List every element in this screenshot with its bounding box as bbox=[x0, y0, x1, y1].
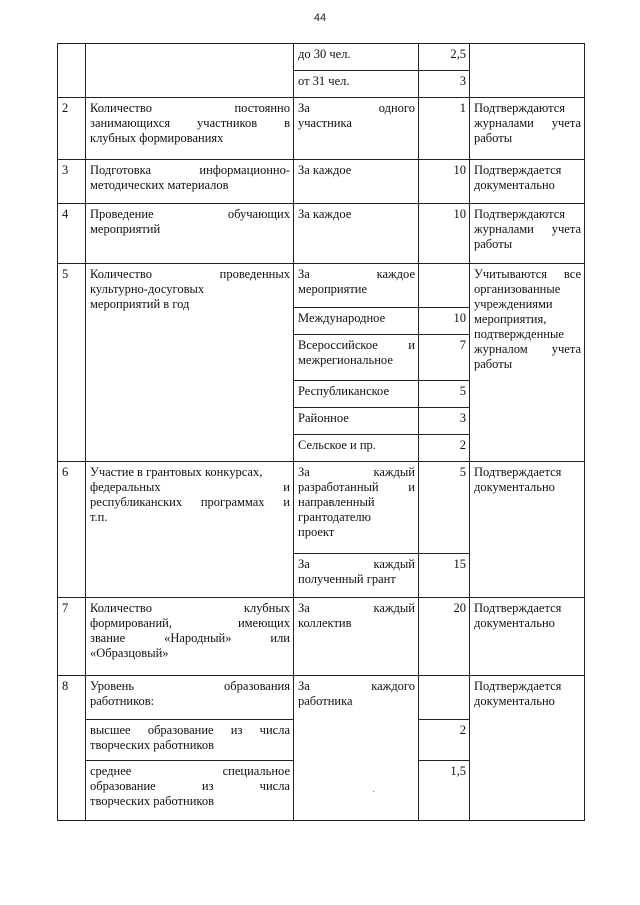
criterion-line: За каждое bbox=[298, 267, 415, 281]
indicator-line: т.п. bbox=[90, 510, 108, 524]
indicator-line: работников: bbox=[90, 694, 155, 708]
table-row bbox=[58, 204, 585, 264]
indicator-line: Участие в грантовых конкурсах, bbox=[90, 465, 263, 479]
indicator-line: федеральных и bbox=[90, 480, 290, 494]
indicator-line: высшее образование из числа bbox=[90, 723, 290, 737]
criterion-cell: Районное bbox=[294, 408, 419, 435]
points-cell: 3 bbox=[419, 71, 470, 98]
table-row bbox=[58, 160, 585, 204]
row-number-cell: 3 bbox=[58, 160, 86, 204]
indicator-cell bbox=[86, 44, 294, 98]
confirmation-cell bbox=[470, 676, 585, 821]
indicator-line: мероприятий bbox=[90, 222, 161, 236]
points-cell: 7 bbox=[419, 335, 470, 381]
confirmation-line: журналами учета bbox=[474, 222, 581, 236]
criterion-line: За каждого bbox=[298, 679, 415, 693]
confirmation-line: документально bbox=[474, 616, 555, 630]
indicator-line: Количество проведенных bbox=[90, 267, 290, 281]
confirmation-line: Подтверждается bbox=[474, 163, 562, 177]
confirmation-cell bbox=[470, 204, 585, 264]
confirmation-line: мероприятия, bbox=[474, 312, 547, 326]
criterion-line: За одного bbox=[298, 101, 415, 115]
indicator-cell bbox=[86, 720, 294, 761]
table-row bbox=[58, 462, 585, 554]
indicator-line: Количество клубных bbox=[90, 601, 290, 615]
row-number-cell: 2 bbox=[58, 98, 86, 160]
criterion-line: грантодателю bbox=[298, 510, 371, 524]
indicator-cell bbox=[86, 204, 294, 264]
confirmation-cell bbox=[470, 160, 585, 204]
table-row bbox=[58, 676, 585, 720]
indicator-cell bbox=[86, 98, 294, 160]
row-number-cell: 7 bbox=[58, 598, 86, 676]
criterion-cell: Сельское и пр. bbox=[294, 435, 419, 462]
points-cell: 10 bbox=[419, 204, 470, 264]
points-cell: 1 bbox=[419, 98, 470, 160]
row-number-cell bbox=[58, 44, 86, 98]
points-cell: 10 bbox=[419, 160, 470, 204]
points-cell bbox=[419, 676, 470, 720]
indicator-line: формирований, имеющих bbox=[90, 616, 290, 630]
criterion-cell: Республиканское bbox=[294, 381, 419, 408]
confirmation-line: Подтверждается bbox=[474, 679, 562, 693]
table-row bbox=[58, 44, 585, 71]
table-row bbox=[58, 264, 585, 308]
indicator-line: Уровень образования bbox=[90, 679, 290, 693]
criterion-cell bbox=[294, 264, 419, 308]
indicator-cell bbox=[86, 598, 294, 676]
criterion-line: За каждый bbox=[298, 601, 415, 615]
criterion-cell: За каждое bbox=[294, 204, 419, 264]
points-cell: 2 bbox=[419, 435, 470, 462]
criterion-line: За каждый bbox=[298, 465, 415, 479]
row-number-cell: 8 bbox=[58, 676, 86, 821]
criterion-cell bbox=[294, 98, 419, 160]
criterion-cell: от 31 чел. bbox=[294, 71, 419, 98]
confirmation-cell bbox=[470, 598, 585, 676]
criterion-cell bbox=[294, 598, 419, 676]
indicator-line: среднее специальное bbox=[90, 764, 290, 778]
points-cell: 2,5 bbox=[419, 44, 470, 71]
confirmation-line: работы bbox=[474, 131, 513, 145]
row-number-cell: 4 bbox=[58, 204, 86, 264]
criterion-cell bbox=[294, 335, 419, 381]
indicator-cell bbox=[86, 761, 294, 821]
indicator-line: «Образцовый» bbox=[90, 646, 169, 660]
indicator-line: Подготовка информационно- bbox=[90, 163, 290, 177]
criterion-cell: до 30 чел. bbox=[294, 44, 419, 71]
criteria-table bbox=[57, 43, 585, 821]
confirmation-line: журналами учета bbox=[474, 116, 581, 130]
indicator-line: республиканских программах и bbox=[90, 495, 290, 509]
criterion-line: мероприятие bbox=[298, 282, 368, 296]
indicator-line: методических материалов bbox=[90, 178, 229, 192]
confirmation-line: Подтверждаются bbox=[474, 101, 565, 115]
criterion-line: коллектив bbox=[298, 616, 352, 630]
criterion-line: За каждый bbox=[298, 557, 415, 571]
confirmation-line: учреждениями bbox=[474, 297, 553, 311]
confirmation-line: документально bbox=[474, 480, 555, 494]
criterion-cell: Международное bbox=[294, 308, 419, 335]
confirmation-line: подтвержденные bbox=[474, 327, 564, 341]
confirmation-line: Подтверждается bbox=[474, 465, 562, 479]
points-cell: 3 bbox=[419, 408, 470, 435]
points-cell: 20 bbox=[419, 598, 470, 676]
indicator-line: образование из числа bbox=[90, 779, 290, 793]
confirmation-line: Подтверждается bbox=[474, 601, 562, 615]
indicator-line: звание «Народный» или bbox=[90, 631, 290, 645]
confirmation-line: документально bbox=[474, 694, 555, 708]
row-number-cell: 5 bbox=[58, 264, 86, 462]
points-cell: 5 bbox=[419, 381, 470, 408]
criterion-line: полученный грант bbox=[298, 572, 396, 586]
confirmation-line: работы bbox=[474, 357, 513, 371]
indicator-line: творческих работников bbox=[90, 794, 214, 808]
points-cell: 15 bbox=[419, 554, 470, 598]
points-cell bbox=[419, 264, 470, 308]
confirmation-line: документально bbox=[474, 178, 555, 192]
confirmation-cell bbox=[470, 98, 585, 160]
criterion-cell bbox=[294, 462, 419, 554]
confirmation-cell bbox=[470, 462, 585, 598]
points-cell: 2 bbox=[419, 720, 470, 761]
table-row bbox=[58, 598, 585, 676]
page-number: 44 bbox=[313, 12, 327, 24]
criterion-line: проект bbox=[298, 525, 335, 539]
points-cell: 10 bbox=[419, 308, 470, 335]
criterion-line: разработанный и bbox=[298, 480, 415, 494]
confirmation-cell bbox=[470, 44, 585, 98]
confirmation-line: Учитываются все bbox=[474, 267, 581, 281]
criterion-line: работника bbox=[298, 694, 353, 708]
indicator-line: Проведение обучающих bbox=[90, 207, 290, 221]
indicator-line: мероприятий в год bbox=[90, 297, 190, 311]
confirmation-cell bbox=[470, 264, 585, 462]
criterion-line: межрегиональное bbox=[298, 353, 393, 367]
table-row bbox=[58, 98, 585, 160]
criterion-cell: За каждое bbox=[294, 160, 419, 204]
criterion-line: участника bbox=[298, 116, 352, 130]
row-number-cell: 6 bbox=[58, 462, 86, 598]
indicator-line: творческих работников bbox=[90, 738, 214, 752]
indicator-line: культурно-досуговых bbox=[90, 282, 205, 296]
indicator-cell bbox=[86, 676, 294, 720]
confirmation-line: журналом учета bbox=[474, 342, 581, 356]
confirmation-line: организованные bbox=[474, 282, 561, 296]
points-cell: 1,5 bbox=[419, 761, 470, 821]
indicator-cell bbox=[86, 462, 294, 598]
points-cell: 5 bbox=[419, 462, 470, 554]
indicator-cell bbox=[86, 264, 294, 462]
confirmation-line: Подтверждаются bbox=[474, 207, 565, 221]
criterion-cell bbox=[294, 676, 419, 821]
criterion-line: направленный bbox=[298, 495, 375, 509]
criterion-cell bbox=[294, 554, 419, 598]
indicator-line: занимающихся участников в bbox=[90, 116, 290, 130]
indicator-line: Количество постоянно bbox=[90, 101, 290, 115]
criterion-line: Всероссийское и bbox=[298, 338, 415, 352]
indicator-cell bbox=[86, 160, 294, 204]
indicator-line: клубных формированиях bbox=[90, 131, 224, 145]
confirmation-line: работы bbox=[474, 237, 513, 251]
scan-speck bbox=[373, 791, 374, 792]
